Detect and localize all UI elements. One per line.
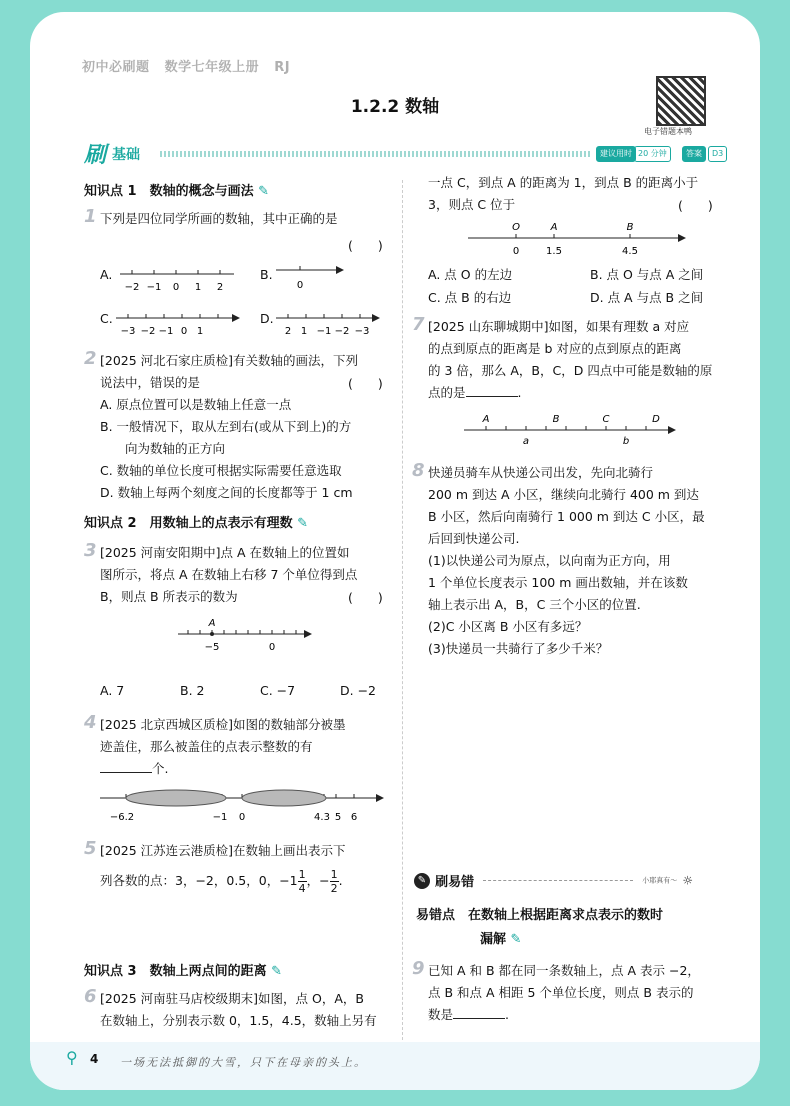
tick-label: 0 bbox=[238, 812, 246, 823]
ink-blot bbox=[242, 790, 326, 806]
q6-stem-4: 3，则点 C 位于 bbox=[428, 197, 516, 212]
q6-stem: [2025 河南驻马店校级期末]如图，点 O，A，B bbox=[100, 991, 364, 1006]
q6-stem-3: 一点 C，到点 A 的距离为 1，到点 B 的距离小于 bbox=[428, 175, 699, 190]
q5-stem: [2025 江苏连云港质检]在数轴上画出表示下 bbox=[100, 843, 346, 858]
mascot-icon: ☼ bbox=[682, 873, 694, 888]
time-value: 20 分钟 bbox=[634, 146, 671, 162]
q9-stem: 已知 A 和 B 都在同一条数轴上，点 A 表示 −2， bbox=[428, 963, 700, 978]
error-section-bar bbox=[414, 870, 744, 892]
tick-label: 2 bbox=[216, 282, 224, 293]
q2-option[interactable]: B. 一般情况下，取从左到右(或从下到上)的方 bbox=[100, 419, 352, 434]
question-number: 1 bbox=[84, 206, 97, 227]
question-number: 5 bbox=[84, 838, 97, 859]
q3-stem: [2025 河南安阳期中]点 A 在数轴上的位置如 bbox=[100, 545, 350, 560]
tick-label: 4.3 bbox=[314, 812, 330, 823]
tick-label: 2 bbox=[284, 326, 292, 337]
answer-paren[interactable]: ( ) bbox=[348, 376, 383, 391]
point-label: b bbox=[622, 436, 630, 447]
tick-label: 1 bbox=[194, 282, 202, 293]
answer-blank[interactable] bbox=[466, 382, 518, 397]
qr-caption: 电子错题本鸭 bbox=[644, 127, 692, 136]
q8-line: 快递员骑车从快递公司出发，先向北骑行 bbox=[428, 465, 654, 480]
tick-label: 4.5 bbox=[622, 246, 638, 257]
option-b-label[interactable]: B. bbox=[260, 267, 273, 282]
point-label: B bbox=[552, 414, 560, 425]
q2-option[interactable]: A. 原点位置可以是数轴上任意一点 bbox=[100, 397, 292, 412]
point-label: D bbox=[652, 414, 660, 425]
q3-stem-3: B，则点 B 所表示的数为 bbox=[100, 589, 238, 604]
q6-option[interactable]: A. 点 O 的左边 bbox=[428, 267, 513, 282]
tick-label: 0 bbox=[180, 326, 188, 337]
point-label: C bbox=[602, 414, 610, 425]
section-divider bbox=[160, 151, 590, 157]
question-number: 8 bbox=[412, 460, 425, 481]
q2-stem: [2025 河北石家庄质检]有关数轴的画法，下列 bbox=[100, 353, 359, 368]
point-label: A bbox=[208, 618, 216, 629]
section-main-label: 刷 bbox=[84, 143, 107, 168]
knowledge-point-1: 知识点 1 数轴的概念与画法 ✎ bbox=[84, 184, 270, 199]
tick-label: 5 bbox=[334, 812, 342, 823]
q1-axis-d bbox=[274, 306, 384, 340]
section-sub-label: 基础 bbox=[112, 147, 140, 163]
footer-motto: 一场无法抵御的大雪，只下在母亲的头上。 bbox=[120, 1056, 367, 1069]
q6-number-line bbox=[466, 218, 690, 260]
question-number: 3 bbox=[84, 540, 97, 561]
q8-line: (3)快递员一共骑行了多少千米？ bbox=[428, 641, 609, 656]
fraction: $\frac{1}{2}$ bbox=[330, 868, 338, 895]
compass-icon: ⚲ bbox=[66, 1048, 78, 1067]
subject-name: 数学七年级上册 bbox=[164, 60, 260, 75]
dashed-rule bbox=[483, 880, 633, 881]
tick-label: 6 bbox=[350, 812, 358, 823]
q7-stem-2: 的点到原点的距离是 b 对应的点到原点的距离 bbox=[428, 341, 682, 356]
q9-stem-2: 点 B 和点 A 相距 5 个单位长度，则点 B 表示的 bbox=[428, 985, 694, 1000]
tick-label: 0 bbox=[512, 246, 520, 257]
fraction: $\frac{1}{4}$ bbox=[298, 868, 306, 895]
pencil-icon: ✎ bbox=[510, 932, 522, 947]
question-number: 4 bbox=[84, 712, 97, 733]
question-source: [2025 河北石家庄质检] bbox=[100, 353, 234, 368]
q3-option[interactable]: B. 2 bbox=[180, 683, 205, 698]
knowledge-point-3: 知识点 3 数轴上两点间的距离 ✎ bbox=[84, 964, 283, 979]
q3-stem-2: 图所示，将点 A 在数轴上右移 7 个单位得到点 bbox=[100, 567, 358, 582]
answer-label: 答案 bbox=[682, 146, 706, 162]
answer-code: D3 bbox=[708, 146, 727, 162]
ink-blot bbox=[126, 790, 226, 806]
tick-label: 0 bbox=[268, 642, 276, 653]
q8-line: 200 m 到达 A 小区，继续向北骑行 400 m 到达 bbox=[428, 487, 699, 502]
q3-option[interactable]: A. 7 bbox=[100, 683, 125, 698]
q1-axis-b bbox=[274, 262, 346, 296]
error-point-heading-2: 漏解 ✎ bbox=[480, 932, 522, 947]
option-d-label[interactable]: D. bbox=[260, 311, 274, 326]
point-label: B bbox=[626, 222, 634, 233]
q8-line: (1)以快递公司为原点，以向南为正方向，用 bbox=[428, 553, 671, 568]
q4-stem-2: 迹盖住，那么被盖住的点表示整数的有 bbox=[100, 739, 313, 754]
question-source: [2025 山东聊城期中] bbox=[428, 319, 549, 334]
question-number: 6 bbox=[84, 986, 97, 1007]
pencil-icon: ✎ bbox=[271, 964, 283, 979]
point-a bbox=[210, 632, 214, 636]
pencil-icon: ✎ bbox=[258, 184, 270, 199]
point-label: A bbox=[482, 414, 490, 425]
question-source: [2025 河南驻马店校级期末] bbox=[100, 991, 259, 1006]
q1-axis-a bbox=[118, 262, 238, 296]
mascot-note: 小耶真有～ bbox=[642, 876, 678, 885]
answer-paren[interactable]: ( ) bbox=[348, 238, 383, 253]
q7-stem: [2025 山东聊城期中]如图，如果有理数 a 对应 bbox=[428, 319, 690, 334]
edit-icon: ✎ bbox=[414, 873, 430, 889]
q6-option[interactable]: B. 点 O 与点 A 之间 bbox=[590, 267, 704, 282]
error-point-heading: 易错点 在数轴上根据距离求点表示的数时 bbox=[416, 908, 664, 923]
tick-label: −2 bbox=[334, 326, 350, 337]
qr-code-icon[interactable] bbox=[656, 76, 706, 126]
q7-stem-3: 的 3 倍，那么 A，B，C，D 四点中可能是数轴的原 bbox=[428, 363, 713, 378]
question-source: [2025 河南安阳期中] bbox=[100, 545, 221, 560]
question-number: 9 bbox=[412, 958, 425, 979]
tick-label: −2 bbox=[140, 326, 156, 337]
tick-label: −2 bbox=[124, 282, 140, 293]
q2-stem-2: 说法中，错误的是 bbox=[100, 375, 201, 390]
answer-paren[interactable]: ( ) bbox=[348, 590, 383, 605]
q2-option-cont: 向为数轴的正方向 bbox=[100, 441, 226, 456]
q4-stem-3: 个. bbox=[100, 758, 168, 780]
q3-number-line bbox=[176, 612, 316, 656]
tick-label: −1 bbox=[316, 326, 332, 337]
tick-label: −1 bbox=[146, 282, 162, 293]
question-source: [2025 江苏连云港质检] bbox=[100, 843, 234, 858]
q2-option[interactable]: C. 数轴的单位长度可根据实际需要任意选取 bbox=[100, 463, 342, 478]
column-divider bbox=[402, 180, 403, 1040]
knowledge-point-2: 知识点 2 用数轴上的点表示有理数 ✎ bbox=[84, 516, 309, 531]
q4-stem: [2025 北京西城区质检]如图的数轴部分被墨 bbox=[100, 717, 346, 732]
page-number: 4 bbox=[90, 1052, 99, 1066]
q2-option[interactable]: D. 数轴上每两个刻度之间的长度都等于 1 cm bbox=[100, 485, 353, 500]
tick-label: 1 bbox=[300, 326, 308, 337]
q6-stem-2: 在数轴上，分别表示数 0，1.5，4.5，数轴上另有 bbox=[100, 1013, 377, 1028]
q5-stem-2: 列各数的点：3，−2，0.5，0，−1 $\frac{1}{4}$ ，− $\frac{1}{2}$ . bbox=[100, 868, 343, 895]
point-label: O bbox=[512, 222, 520, 233]
point-label: A bbox=[550, 222, 558, 233]
point-label: a bbox=[522, 436, 530, 447]
time-label: 建议用时 bbox=[596, 146, 636, 162]
tick-label: −1 bbox=[212, 812, 228, 823]
q8-line: 后回到快递公司. bbox=[428, 531, 520, 546]
tick-label: −5 bbox=[204, 642, 220, 653]
q4-number-line bbox=[96, 782, 386, 828]
q6-option[interactable]: D. 点 A 与点 B 之间 bbox=[590, 290, 704, 305]
series-name: 初中必刷题 bbox=[82, 60, 150, 75]
question-number: 2 bbox=[84, 348, 97, 369]
q8-line: 轴上表示出 A，B，C 三个小区的位置. bbox=[428, 597, 641, 612]
q8-line: (2)C 小区离 B 小区有多远？ bbox=[428, 619, 588, 634]
tick-label: −3 bbox=[354, 326, 370, 337]
tick-label: −3 bbox=[120, 326, 136, 337]
tick-label: 0 bbox=[296, 280, 304, 291]
worksheet-page bbox=[30, 12, 760, 1090]
pencil-icon: ✎ bbox=[297, 516, 309, 531]
question-number: 7 bbox=[412, 314, 425, 335]
tick-label: 1 bbox=[196, 326, 204, 337]
answer-paren[interactable]: ( ) bbox=[678, 198, 713, 213]
q3-option[interactable]: C. −7 bbox=[260, 683, 296, 698]
tick-label: −6.2 bbox=[109, 812, 135, 823]
edition-label: RJ bbox=[274, 60, 291, 75]
q1-text: 下列是四位同学所画的数轴，其中正确的是 bbox=[100, 211, 338, 226]
q7-stem-4: 点的是 . bbox=[428, 382, 522, 404]
q6-option[interactable]: C. 点 B 的右边 bbox=[428, 290, 512, 305]
tick-label: 1.5 bbox=[546, 246, 562, 257]
error-section-title: 刷易错 bbox=[435, 875, 475, 890]
book-header bbox=[82, 56, 290, 75]
q9-stem-3: 数是 . bbox=[428, 1004, 509, 1026]
q8-line: 1 个单位长度表示 100 m 画出数轴，并在该数 bbox=[428, 575, 688, 590]
q7-number-line bbox=[462, 410, 680, 450]
page-title: 1.2.2 数轴 bbox=[350, 97, 440, 117]
option-a-label[interactable]: A. bbox=[100, 267, 113, 282]
answer-blank[interactable] bbox=[100, 758, 152, 773]
tick-label: −1 bbox=[158, 326, 174, 337]
q3-option[interactable]: D. −2 bbox=[340, 683, 376, 698]
tick-label: 0 bbox=[172, 282, 180, 293]
option-c-label[interactable]: C. bbox=[100, 311, 113, 326]
question-source: [2025 北京西城区质检] bbox=[100, 717, 234, 732]
q8-line: B 小区，然后向南骑行 1 000 m 到达 C 小区，最 bbox=[428, 509, 705, 524]
answer-blank[interactable] bbox=[453, 1004, 505, 1019]
q1-axis-c bbox=[114, 306, 244, 340]
